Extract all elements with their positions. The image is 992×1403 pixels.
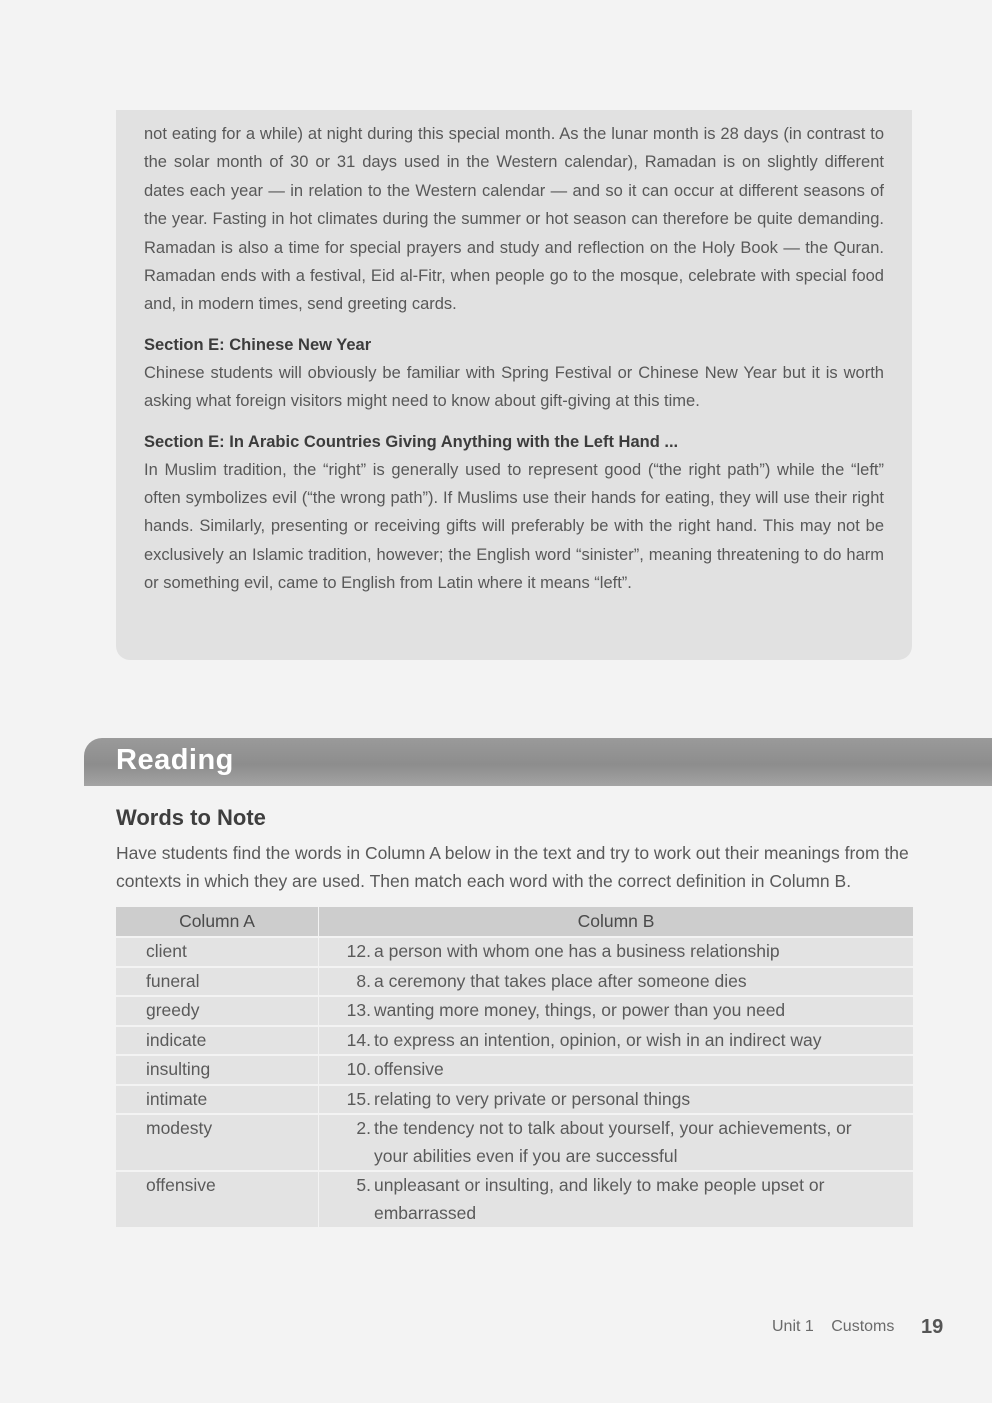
- reading-banner-title: Reading: [116, 744, 234, 776]
- page-number: 19: [921, 1316, 944, 1338]
- footer-unit-title: Customs: [831, 1318, 895, 1335]
- table-row: [116, 996, 913, 1026]
- vocab-word: greedy: [116, 996, 319, 1026]
- definition-number: 8.: [356, 970, 371, 991]
- vocab-word: funeral: [116, 967, 319, 997]
- section-e-left-hand-text: In Muslim tradition, the “right” is generally used to represent good (“the right path”) while the “left” often symbolizes evil (“the wrong path”). If Muslims use their hands for eating, they will use their right hands. Similarly, presenting or receiving gifts will preferably be with the right hand. This may not be exclusively an Islamic tradition, however; the English word “sinister”, meaning threatening to do harm or something evil, came to English from Latin where it means “left”.: [144, 460, 884, 593]
- definition-text: a person with whom one has a business relationship: [374, 941, 780, 961]
- definition-number: 2.: [356, 1118, 371, 1138]
- section-e-chinese-new-year-heading: Section E: Chinese New Year: [144, 335, 372, 354]
- table-row: [116, 1085, 913, 1115]
- table-row: [116, 1055, 913, 1085]
- vocab-word: offensive: [116, 1171, 319, 1227]
- definition-number: 14.: [346, 1029, 371, 1050]
- vocab-definition-cell: [319, 1171, 914, 1227]
- vocab-word: insulting: [116, 1055, 319, 1085]
- table-row: [116, 1026, 913, 1056]
- definition-number: 13.: [346, 1000, 371, 1020]
- definition-number: 5.: [356, 1175, 371, 1195]
- definition-text: offensive: [374, 1059, 444, 1079]
- table-row: [116, 1114, 913, 1171]
- teaching-notes-box: [116, 110, 912, 660]
- definition-number: 10.: [346, 1059, 371, 1079]
- table-header-row: [116, 907, 913, 937]
- vocab-word: indicate: [116, 1026, 319, 1056]
- ramadan-paragraph: not eating for a while) at night during this special month. As the lunar month is 28 days (in contrast to the solar month of 30 or 31 days used in the Western calendar), Ramadan is on slightly different dates each year — in relation to the Western calendar — and so it can occur at different seasons of the year. Fasting in hot climates during the summer or hot season can therefore be quite demanding. Ramadan is also a time for special prayers and study and reflection on the Holy Book — the Quran. Ramadan ends with a festival, Eid al-Fitr, when people go to the mosque, celebrate with special food and, in modern times, send greeting cards.: [144, 125, 884, 314]
- definition-number: 15.: [346, 1088, 371, 1109]
- vocab-word: intimate: [116, 1085, 319, 1115]
- vocab-definition-cell: [319, 967, 914, 997]
- vocab-definition-cell: [319, 996, 914, 1026]
- vocab-definition-cell: [319, 1055, 914, 1085]
- table-row: [116, 937, 913, 967]
- definition-text: wanting more money, things, or power than you need: [374, 1000, 786, 1020]
- definition-text: a ceremony that takes place after someone dies: [374, 970, 747, 991]
- words-to-note-instructions: Have students find the words in Column A below in the text and try to work out their meanings from the contexts in which they are used. Then match each word with the correct definition in Column B.: [116, 843, 909, 891]
- table-row: [116, 967, 913, 997]
- page-footer: [772, 1318, 894, 1336]
- vocab-definition-cell: [319, 1085, 914, 1115]
- column-a-header: Column A: [116, 907, 319, 937]
- vocab-definition-cell: [319, 937, 914, 967]
- definition-text: to express an intention, opinion, or wish in an indirect way: [374, 1029, 822, 1050]
- table-row: [116, 1171, 913, 1227]
- section-e-chinese-new-year-text: Chinese students will obviously be familiar with Spring Festival or Chinese New Year but it is worth asking what foreign visitors might need to know about gift-giving at this time.: [144, 363, 884, 411]
- words-to-note-title: Words to Note: [116, 805, 266, 830]
- definition-text: the tendency not to talk about yourself, your achievements, or your abilities even if you are successful: [374, 1118, 852, 1166]
- footer-unit: Unit 1: [772, 1318, 814, 1335]
- reading-section-banner: [84, 738, 992, 786]
- vocab-definition-cell: [319, 1114, 914, 1171]
- definition-number: 12.: [346, 941, 371, 961]
- vocabulary-table: [116, 907, 913, 1227]
- section-e-left-hand-heading: Section E: In Arabic Countries Giving Anything with the Left Hand ...: [144, 432, 679, 451]
- definition-text: relating to very private or personal things: [374, 1088, 691, 1109]
- definition-text: unpleasant or insulting, and likely to make people upset or embarrassed: [374, 1175, 825, 1223]
- vocab-definition-cell: [319, 1026, 914, 1056]
- vocab-word: modesty: [116, 1114, 319, 1171]
- column-b-header: Column B: [319, 907, 914, 937]
- vocab-word: client: [116, 937, 319, 967]
